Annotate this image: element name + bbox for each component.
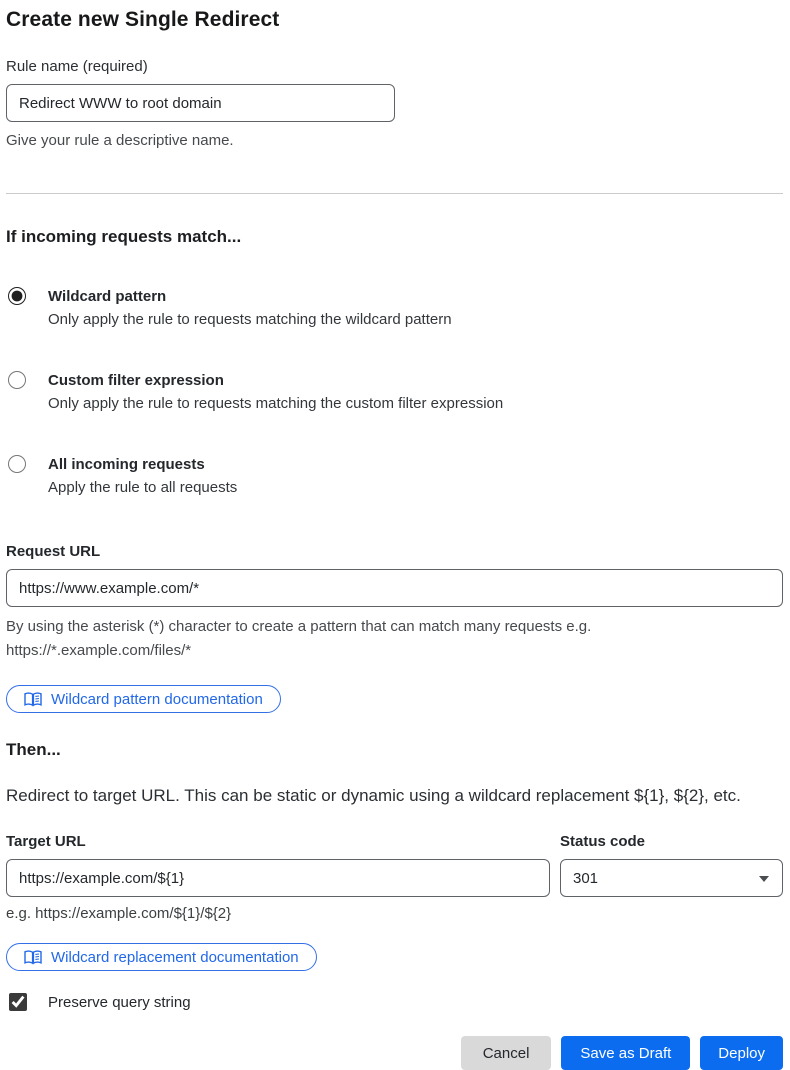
target-url-input[interactable] xyxy=(6,859,550,897)
cancel-button[interactable]: Cancel xyxy=(461,1036,552,1070)
radio-option-texts xyxy=(48,285,452,331)
page-title: Create new Single Redirect xyxy=(6,8,783,32)
radio-option-label: Custom filter expression xyxy=(48,369,503,392)
match-section-heading: If incoming requests match... xyxy=(6,227,783,247)
section-divider xyxy=(6,193,783,194)
radio-option-custom-filter[interactable] xyxy=(6,369,783,415)
rule-name-helper: Give your rule a descriptive name. xyxy=(6,129,783,153)
request-url-helper xyxy=(6,615,783,663)
status-code-field-group xyxy=(560,833,783,922)
radio-option-description: Only apply the rule to requests matching the wildcard pattern xyxy=(48,308,452,331)
target-url-label: Target URL xyxy=(6,833,550,850)
radio-option-label: Wildcard pattern xyxy=(48,285,452,308)
preserve-query-string-label: Preserve query string xyxy=(48,994,191,1011)
radio-option-texts xyxy=(48,369,503,415)
radio-option-wildcard-pattern[interactable] xyxy=(6,285,783,331)
request-url-input[interactable] xyxy=(6,569,783,607)
rule-name-input[interactable] xyxy=(6,84,395,122)
request-url-field-group xyxy=(6,543,783,713)
match-type-radio-group xyxy=(6,285,783,499)
preserve-query-string-row[interactable] xyxy=(6,993,783,1011)
status-code-select-wrap xyxy=(560,859,783,897)
footer-actions xyxy=(6,1036,783,1070)
rule-name-field-group xyxy=(6,58,783,153)
open-book-icon xyxy=(24,950,42,965)
rule-name-label: Rule name (required) xyxy=(6,58,783,75)
custom-filter-radio[interactable] xyxy=(8,371,26,389)
wildcard-pattern-docs-label: Wildcard pattern documentation xyxy=(51,691,263,708)
open-book-icon xyxy=(24,692,42,707)
radio-option-description: Apply the rule to all requests xyxy=(48,476,237,499)
status-code-label: Status code xyxy=(560,833,783,850)
request-url-helper-line2: https://*.example.com/files/* xyxy=(6,639,783,663)
target-url-field-group xyxy=(6,833,550,922)
wildcard-replacement-docs-label: Wildcard replacement documentation xyxy=(51,949,299,966)
status-code-select[interactable] xyxy=(560,859,783,897)
target-url-status-row xyxy=(6,833,783,922)
request-url-label: Request URL xyxy=(6,543,783,560)
all-requests-radio[interactable] xyxy=(8,455,26,473)
deploy-button[interactable]: Deploy xyxy=(700,1036,783,1070)
target-url-helper: e.g. https://example.com/${1}/${2} xyxy=(6,905,550,922)
radio-option-texts xyxy=(48,453,237,499)
wildcard-pattern-docs-button[interactable] xyxy=(6,685,281,713)
preserve-query-string-checkbox[interactable] xyxy=(9,993,27,1011)
radio-option-label: All incoming requests xyxy=(48,453,237,476)
wildcard-replacement-docs-button[interactable] xyxy=(6,943,317,971)
wildcard-pattern-radio[interactable] xyxy=(8,287,26,305)
request-url-helper-line1: By using the asterisk (*) character to create a pattern that can match many requests e.g. xyxy=(6,615,783,639)
save-as-draft-button[interactable]: Save as Draft xyxy=(561,1036,690,1070)
radio-option-all-requests[interactable] xyxy=(6,453,783,499)
then-section-heading: Then... xyxy=(6,740,783,760)
then-section-description: Redirect to target URL. This can be static or dynamic using a wildcard replacement ${1}, ${2}, etc. xyxy=(6,783,783,808)
radio-option-description: Only apply the rule to requests matching the custom filter expression xyxy=(48,392,503,415)
